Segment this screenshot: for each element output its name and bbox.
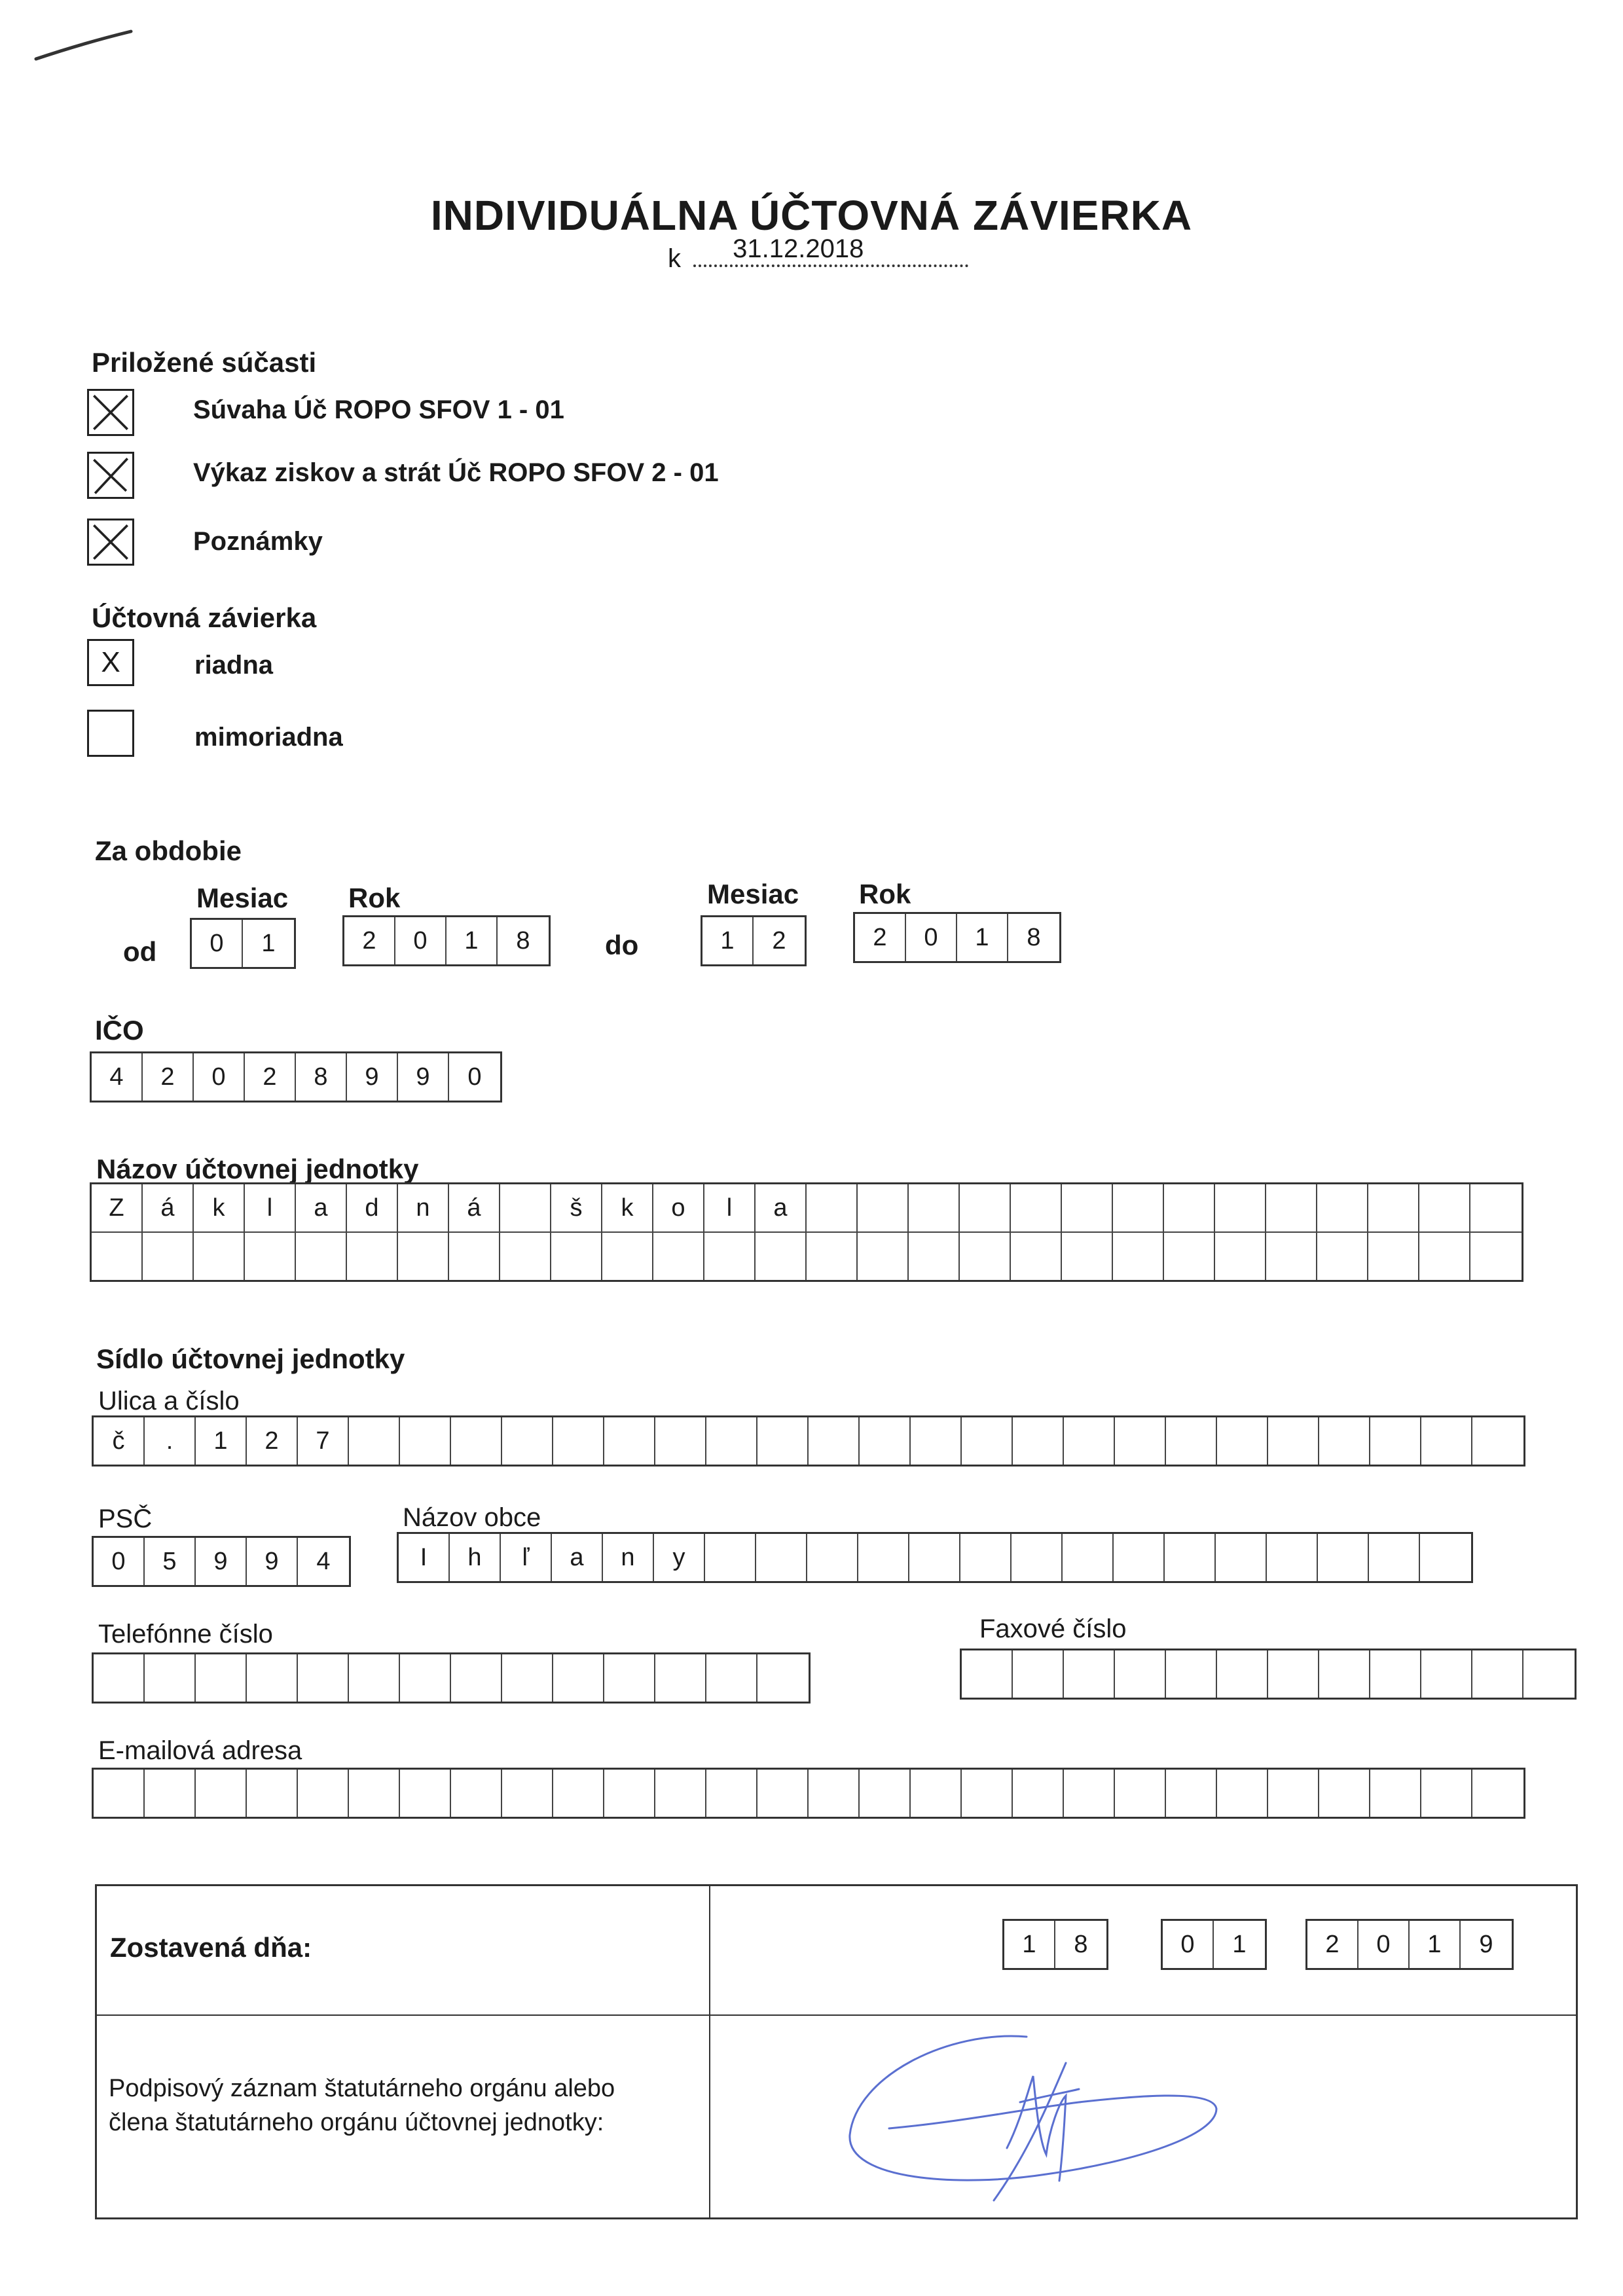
char-cell <box>94 1654 145 1702</box>
char-cell <box>706 1417 757 1465</box>
char-cell <box>1062 1233 1113 1280</box>
char-cell: 7 <box>298 1417 349 1465</box>
char-cell: 9 <box>196 1538 247 1585</box>
char-cell <box>1319 1417 1370 1465</box>
char-cell <box>909 1534 960 1581</box>
char-cell <box>349 1654 400 1702</box>
ico-field[interactable] <box>90 1051 502 1102</box>
char-cell <box>960 1233 1011 1280</box>
phone-label: Telefónne číslo <box>98 1620 273 1649</box>
char-cell <box>756 1233 807 1280</box>
char-cell <box>1165 1534 1216 1581</box>
period-heading: Za obdobie <box>95 835 242 866</box>
char-cell <box>655 1417 706 1465</box>
char-cell <box>145 1770 196 1817</box>
char-cell <box>1319 1770 1370 1817</box>
char-cell <box>451 1417 502 1465</box>
char-cell <box>500 1184 551 1231</box>
char-cell <box>553 1417 604 1465</box>
char-cell: . <box>145 1417 196 1465</box>
char-cell <box>604 1417 655 1465</box>
char-cell <box>960 1184 1011 1231</box>
to-label: do <box>605 930 639 960</box>
char-cell <box>298 1770 349 1817</box>
char-cell <box>1011 1233 1062 1280</box>
char-cell: n <box>398 1184 449 1231</box>
x-mark-icon <box>89 391 132 434</box>
char-cell <box>1268 1650 1319 1698</box>
char-cell <box>1266 1184 1317 1231</box>
char-cell <box>1215 1233 1266 1280</box>
digit-cell: 0 <box>906 914 957 961</box>
char-cell <box>909 1233 960 1280</box>
char-cell <box>1217 1770 1268 1817</box>
char-cell <box>1164 1233 1215 1280</box>
digit-cell: 1 <box>702 917 754 964</box>
char-cell <box>1215 1184 1266 1231</box>
char-cell: l <box>704 1184 756 1231</box>
char-cell <box>1370 1417 1421 1465</box>
char-cell <box>911 1417 962 1465</box>
compiled-year-field[interactable] <box>1305 1919 1514 1970</box>
char-cell <box>347 1233 398 1280</box>
char-cell <box>1266 1233 1317 1280</box>
char-cell: o <box>653 1184 704 1231</box>
char-cell <box>909 1184 960 1231</box>
regular-closing-label: riadna <box>194 651 274 680</box>
char-cell <box>706 1654 757 1702</box>
char-cell <box>653 1233 704 1280</box>
char-cell <box>400 1770 451 1817</box>
char-cell: 8 <box>296 1053 347 1101</box>
from-year-label: Rok <box>348 883 401 913</box>
entity-name-label: Názov účtovnej jednotky <box>96 1154 419 1184</box>
char-cell <box>553 1770 604 1817</box>
digit-cell: 2 <box>772 926 786 955</box>
char-cell <box>1011 1184 1062 1231</box>
attachment-checkbox-notes[interactable] <box>87 519 134 566</box>
char-cell: h <box>450 1534 501 1581</box>
date-prefix: k <box>668 244 681 273</box>
digit-cell: 1 <box>261 929 276 957</box>
char-cell <box>858 1233 909 1280</box>
char-cell <box>1472 1650 1523 1698</box>
char-cell <box>604 1654 655 1702</box>
digit-cell: 0 <box>1163 1921 1214 1968</box>
char-cell <box>911 1770 962 1817</box>
char-cell <box>1470 1184 1522 1231</box>
char-cell <box>704 1233 756 1280</box>
char-cell: a <box>296 1184 347 1231</box>
char-cell <box>1370 1770 1421 1817</box>
char-cell <box>706 1770 757 1817</box>
char-cell <box>1421 1417 1472 1465</box>
char-cell: 2 <box>247 1417 298 1465</box>
char-cell <box>1318 1534 1369 1581</box>
char-cell: 4 <box>92 1053 143 1101</box>
digit-cell: 0 <box>192 920 243 967</box>
char-cell <box>1113 1233 1164 1280</box>
closing-date-value: 31.12.2018 <box>733 234 864 263</box>
char-cell <box>1216 1534 1267 1581</box>
address-heading: Sídlo účtovnej jednotky <box>96 1343 405 1374</box>
to-year-field[interactable] <box>853 912 1061 963</box>
to-year-label: Rok <box>859 879 911 909</box>
pen-stroke-mark <box>33 26 137 65</box>
char-cell <box>94 1770 145 1817</box>
char-cell: l <box>245 1184 296 1231</box>
char-cell <box>756 1534 807 1581</box>
char-cell <box>551 1233 602 1280</box>
char-cell <box>757 1770 809 1817</box>
char-cell <box>655 1770 706 1817</box>
char-cell <box>809 1770 860 1817</box>
char-cell <box>604 1770 655 1817</box>
char-cell <box>1115 1770 1166 1817</box>
char-cell <box>1368 1233 1419 1280</box>
char-cell: a <box>756 1184 807 1231</box>
char-cell <box>196 1770 247 1817</box>
char-cell <box>1369 1534 1420 1581</box>
digit-cell: 1 <box>1232 1930 1247 1958</box>
char-cell <box>960 1534 1012 1581</box>
char-cell <box>602 1233 653 1280</box>
char-cell: Z <box>92 1184 143 1231</box>
char-cell <box>1114 1534 1165 1581</box>
char-cell <box>1013 1417 1064 1465</box>
char-cell <box>1472 1417 1523 1465</box>
char-cell: k <box>194 1184 245 1231</box>
char-cell <box>500 1233 551 1280</box>
char-cell <box>143 1233 194 1280</box>
char-cell <box>1115 1417 1166 1465</box>
attachment-checkbox-balance[interactable] <box>87 389 134 436</box>
char-cell <box>1166 1770 1217 1817</box>
char-cell: I <box>399 1534 450 1581</box>
char-cell: š <box>551 1184 602 1231</box>
char-cell <box>1419 1233 1470 1280</box>
char-cell <box>1317 1184 1368 1231</box>
from-month-label: Mesiac <box>196 883 289 913</box>
char-cell <box>1368 1184 1419 1231</box>
char-cell <box>1217 1417 1268 1465</box>
char-cell <box>1370 1650 1421 1698</box>
char-cell <box>1064 1770 1115 1817</box>
char-cell <box>1268 1417 1319 1465</box>
digit-cell: 1 <box>1410 1921 1461 1968</box>
char-cell <box>962 1417 1013 1465</box>
digit-cell: 8 <box>1027 923 1041 951</box>
char-cell <box>860 1417 911 1465</box>
char-cell: č <box>94 1417 145 1465</box>
char-cell <box>860 1770 911 1817</box>
char-cell <box>398 1233 449 1280</box>
char-cell: 0 <box>467 1063 482 1091</box>
char-cell <box>247 1654 298 1702</box>
compiled-day-field[interactable] <box>1002 1919 1108 1970</box>
attachment-checkbox-income[interactable] <box>87 452 134 499</box>
attachments-heading: Priložené súčasti <box>92 347 317 378</box>
char-cell <box>1064 1417 1115 1465</box>
char-cell <box>705 1534 756 1581</box>
digit-cell: 2 <box>1307 1921 1359 1968</box>
entity-name-row-2 <box>92 1233 1522 1280</box>
signature-label-line-1: Podpisový záznam štatutárneho orgánu alebo <box>109 2075 615 2102</box>
char-cell <box>145 1654 196 1702</box>
char-cell <box>298 1654 349 1702</box>
city-label: Názov obce <box>403 1503 541 1532</box>
char-cell: 1 <box>196 1417 247 1465</box>
char-cell <box>1267 1534 1318 1581</box>
digit-cell: 1 <box>1004 1921 1055 1968</box>
extraordinary-closing-checkbox[interactable] <box>87 710 134 757</box>
digit-cell: 9 <box>1479 1930 1493 1958</box>
char-cell <box>807 1184 858 1231</box>
char-cell: 4 <box>316 1547 331 1575</box>
to-month-label: Mesiac <box>707 879 799 909</box>
char-cell <box>1166 1417 1217 1465</box>
attachment-label-notes: Poznámky <box>193 527 323 556</box>
char-cell <box>553 1654 604 1702</box>
attachment-label-balance: Súvaha Úč ROPO SFOV 1 - 01 <box>193 395 564 424</box>
char-cell <box>1013 1650 1064 1698</box>
street-label: Ulica a číslo <box>98 1387 240 1415</box>
char-cell <box>502 1417 553 1465</box>
char-cell <box>449 1233 500 1280</box>
char-cell <box>1421 1650 1472 1698</box>
char-cell <box>1470 1233 1522 1280</box>
char-cell <box>194 1233 245 1280</box>
char-cell <box>1062 1184 1113 1231</box>
char-cell <box>1064 1650 1115 1698</box>
char-cell <box>247 1770 298 1817</box>
table-divider-horizontal <box>97 2014 1576 2016</box>
char-cell: 0 <box>94 1538 145 1585</box>
char-cell <box>451 1770 502 1817</box>
digit-cell: 2 <box>855 914 906 961</box>
fax-field[interactable] <box>960 1649 1577 1700</box>
char-cell: 9 <box>347 1053 398 1101</box>
digit-cell: 0 <box>395 917 447 964</box>
char-cell <box>757 1417 809 1465</box>
char-cell: 0 <box>194 1053 245 1101</box>
char-cell <box>92 1233 143 1280</box>
ico-label: IČO <box>95 1015 144 1046</box>
char-cell <box>807 1534 858 1581</box>
char-cell <box>757 1654 809 1702</box>
char-cell <box>1317 1233 1368 1280</box>
char-cell <box>245 1233 296 1280</box>
char-cell <box>349 1770 400 1817</box>
email-label: E-mailová adresa <box>98 1736 302 1765</box>
to-month-field[interactable] <box>701 915 807 966</box>
char-cell <box>1113 1184 1164 1231</box>
digit-cell: 2 <box>344 917 395 964</box>
char-cell <box>502 1770 553 1817</box>
char-cell <box>809 1417 860 1465</box>
signature-image <box>830 2024 1249 2214</box>
char-cell: y <box>654 1534 705 1581</box>
char-cell <box>1421 1770 1472 1817</box>
digit-cell: 1 <box>957 914 1008 961</box>
digit-cell: 8 <box>1074 1930 1088 1958</box>
phone-field[interactable] <box>92 1652 811 1704</box>
char-cell <box>349 1417 400 1465</box>
char-cell <box>1472 1770 1523 1817</box>
char-cell <box>400 1654 451 1702</box>
char-cell <box>858 1534 909 1581</box>
street-field[interactable] <box>92 1415 1525 1467</box>
char-cell <box>502 1654 553 1702</box>
attachment-label-income: Výkaz ziskov a strát Úč ROPO SFOV 2 - 01 <box>193 458 719 487</box>
char-cell <box>1319 1650 1370 1698</box>
char-cell <box>296 1233 347 1280</box>
document-title: INDIVIDUÁLNA ÚČTOVNÁ ZÁVIERKA <box>430 192 1193 239</box>
digit-cell: 0 <box>1359 1921 1410 1968</box>
char-cell: ľ <box>501 1534 552 1581</box>
zip-field[interactable] <box>92 1536 351 1587</box>
char-cell: n <box>603 1534 654 1581</box>
extraordinary-closing-label: mimoriadna <box>194 723 343 752</box>
digit-cell: 8 <box>516 926 530 955</box>
char-cell <box>807 1233 858 1280</box>
char-cell: á <box>143 1184 194 1231</box>
compilation-signature-table <box>95 1884 1578 2219</box>
char-cell <box>1013 1770 1064 1817</box>
zip-label: PSČ <box>98 1504 153 1533</box>
fax-label: Faxové číslo <box>979 1614 1127 1643</box>
char-cell <box>962 1770 1013 1817</box>
char-cell: 9 <box>247 1538 298 1585</box>
char-cell: 2 <box>143 1053 194 1101</box>
char-cell: a <box>552 1534 603 1581</box>
char-cell <box>1063 1534 1114 1581</box>
char-cell: 5 <box>145 1538 196 1585</box>
char-cell <box>451 1654 502 1702</box>
char-cell <box>1166 1650 1217 1698</box>
date-dotted-field[interactable] <box>693 234 968 267</box>
compiled-date-label: Zostavená dňa: <box>110 1932 312 1963</box>
char-cell: k <box>602 1184 653 1231</box>
x-mark-icon <box>89 454 132 497</box>
char-cell <box>1012 1534 1063 1581</box>
compiled-month-field[interactable] <box>1161 1919 1267 1970</box>
entity-name-row-1 <box>92 1184 1522 1233</box>
char-cell <box>400 1417 451 1465</box>
regular-closing-mark: X <box>101 646 120 678</box>
char-cell <box>196 1654 247 1702</box>
from-year-field[interactable] <box>342 915 551 966</box>
char-cell <box>655 1654 706 1702</box>
char-cell: d <box>347 1184 398 1231</box>
closing-date-line <box>668 234 968 274</box>
char-cell <box>1115 1650 1166 1698</box>
closing-type-heading: Účtovná závierka <box>92 602 317 633</box>
char-cell <box>1268 1770 1319 1817</box>
from-label: od <box>123 936 157 967</box>
char-cell <box>1419 1184 1470 1231</box>
signature-label-line-2: člena štatutárneho orgánu účtovnej jednotky: <box>109 2109 604 2136</box>
char-cell <box>1420 1534 1471 1581</box>
table-divider-vertical <box>709 1886 710 2217</box>
entity-name-field[interactable] <box>90 1182 1523 1282</box>
city-field[interactable] <box>397 1532 1473 1583</box>
digit-cell: 1 <box>447 917 498 964</box>
char-cell <box>1217 1650 1268 1698</box>
char-cell <box>1523 1650 1575 1698</box>
char-cell: 2 <box>245 1053 296 1101</box>
from-month-field[interactable] <box>190 918 296 969</box>
char-cell <box>962 1650 1013 1698</box>
char-cell: á <box>449 1184 500 1231</box>
char-cell <box>1164 1184 1215 1231</box>
regular-closing-checkbox[interactable] <box>87 639 134 686</box>
char-cell <box>858 1184 909 1231</box>
x-mark-icon <box>89 520 132 564</box>
char-cell: 9 <box>398 1053 449 1101</box>
email-field[interactable] <box>92 1768 1525 1819</box>
